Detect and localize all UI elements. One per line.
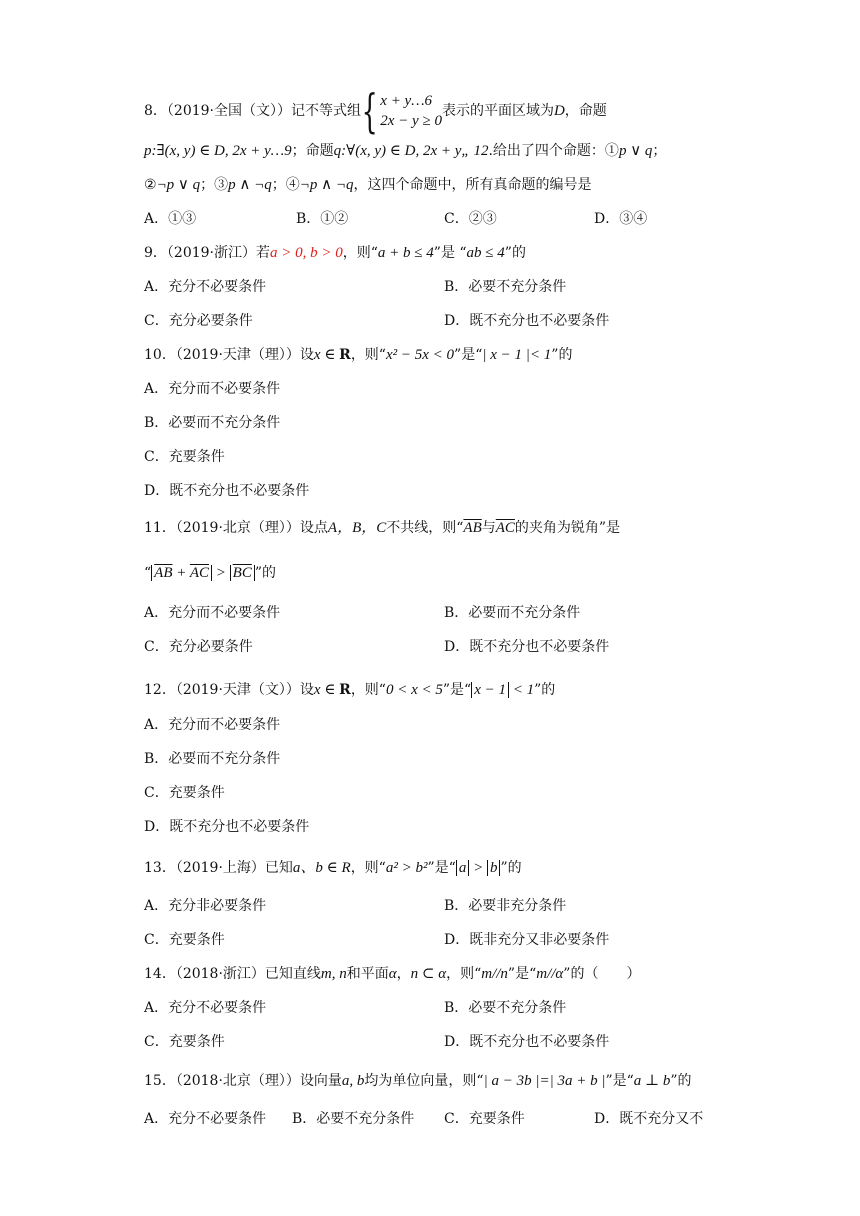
- q8-n3: ；③: [200, 177, 229, 193]
- q8-option-a[interactable]: A．①③: [144, 211, 197, 227]
- q11-text: 不共线，则“: [386, 520, 464, 536]
- q10-stem: [144, 345, 572, 365]
- q9-text2: ”是 “: [433, 245, 467, 261]
- q11-option-b[interactable]: B．必要而不充分条件: [444, 605, 581, 621]
- q8-line1: [144, 84, 607, 138]
- q8-option-b[interactable]: B．①②: [296, 211, 349, 227]
- q8-n2: ②: [144, 177, 157, 193]
- q8-ineq1: x + y…6: [380, 93, 433, 109]
- q9-condition: a > 0, b > 0: [270, 245, 343, 261]
- q14-option-b[interactable]: B．必要不充分条件: [444, 1000, 567, 1016]
- q15-option-a[interactable]: A．充分不必要条件: [144, 1111, 267, 1127]
- q12-text2: ”是“: [442, 682, 472, 698]
- q8-prop4: ¬p ∧ ¬q: [299, 177, 354, 193]
- q13-stem: [144, 858, 522, 878]
- q11-vector-ab-2: $\overline{AB}$: [154, 565, 173, 581]
- q15-option-b[interactable]: B．必要不充分条件: [292, 1111, 415, 1127]
- q11-option-c[interactable]: C．充分必要条件: [144, 639, 253, 655]
- q13-option-a[interactable]: A．充分非必要条件: [144, 898, 267, 914]
- q12-R: R: [339, 682, 351, 698]
- q9-expr1: a + b ≤ 4: [377, 245, 434, 261]
- q11-abs-bc: [230, 565, 255, 581]
- q12-end: ”的: [534, 682, 556, 698]
- q13-text: ，则“: [350, 860, 386, 876]
- q11-vector-ab: $\overline{AB}$: [463, 520, 482, 536]
- q11-points: A，B，C: [327, 520, 387, 536]
- q8-prop3: p ∧ ¬q: [228, 177, 272, 193]
- q10-end: ”的: [551, 347, 573, 363]
- q11-vector-ac-2: $\overline{AC}$: [189, 565, 210, 581]
- q11-intro: 11．（2019·北京（理））设点: [144, 520, 328, 536]
- q10-expr1: x² − 5x < 0: [385, 347, 455, 363]
- q11-end: ”的: [254, 565, 276, 581]
- q10-option-b[interactable]: B．必要而不充分条件: [144, 415, 281, 431]
- q10-text: ，则“: [350, 347, 386, 363]
- q13-gt: >: [469, 860, 487, 876]
- q8-intro: 8．（2019·全国（文））记不等式组: [144, 103, 361, 119]
- q12-option-b[interactable]: B．必要而不充分条件: [144, 751, 281, 767]
- q12-option-d[interactable]: D．既不充分也不必要条件: [144, 819, 310, 835]
- q13-abs-a: a: [456, 860, 470, 876]
- q12-option-c[interactable]: C．充要条件: [144, 785, 225, 801]
- q8-prop-p: :∃(x, y) ∈ D, 2x + y…9: [151, 143, 292, 159]
- q8-brace: {: [361, 84, 378, 138]
- q11-option-d[interactable]: D．既不充分也不必要条件: [444, 639, 610, 655]
- q12-abs-expr: x − 1: [471, 682, 509, 698]
- q8-D: D: [553, 103, 565, 119]
- q11-text2: 与: [481, 520, 496, 536]
- q12-lt: < 1: [509, 682, 535, 698]
- q9-end: ”的: [504, 245, 526, 261]
- q11-option-a[interactable]: A．充分而不必要条件: [144, 605, 281, 621]
- q8-n4: ；④: [271, 177, 300, 193]
- q10-text2: ”是“: [454, 347, 483, 363]
- q8-p: p: [144, 143, 152, 159]
- q14-alpha: α: [388, 966, 397, 982]
- q8-prop-q: :∀(x, y) ∈ D, 2x + y„ 12: [341, 143, 489, 159]
- q8-line2: [144, 141, 666, 161]
- q12-option-a[interactable]: A．充分而不必要条件: [144, 717, 281, 733]
- q11-vector-ac: $\overline{AC}$: [495, 520, 515, 536]
- q12-stem: [144, 680, 555, 700]
- q11-gt: >: [212, 565, 230, 581]
- q10-x: x ∈: [313, 347, 340, 363]
- q8-inequality-system: [380, 91, 442, 131]
- q13-end: ”的: [500, 860, 522, 876]
- q11-text3: 的夹角为锐角”是: [514, 520, 621, 536]
- q13-option-b[interactable]: B．必要非充分条件: [444, 898, 567, 914]
- q8-question: ，这四个命题中，所有真命题的编号是: [353, 177, 592, 193]
- q13-expr1: a² > b²: [385, 860, 428, 876]
- q9-expr2: ab ≤ 4: [466, 245, 505, 261]
- q12-text: ，则“: [350, 682, 386, 698]
- q11-stem-line2: [144, 563, 276, 583]
- q11-abs-sum: [151, 565, 212, 581]
- q8-ineq2: 2x − y ≥ 0: [380, 113, 442, 129]
- q14-option-c[interactable]: C．充要条件: [144, 1034, 225, 1050]
- q13-text2: ”是“: [427, 860, 456, 876]
- q8-text: ；命题: [291, 143, 334, 159]
- q10-option-d[interactable]: D．既不充分也不必要条件: [144, 483, 310, 499]
- q8-prop2: ¬p ∨ q: [156, 177, 201, 193]
- q15-vectors: a, b: [341, 1073, 365, 1089]
- q15-option-d[interactable]: D．既不充分又不: [594, 1111, 704, 1127]
- q15-end: ”的: [670, 1073, 692, 1089]
- q8-line3: [144, 175, 592, 195]
- q14-expr1: m//n: [481, 966, 508, 982]
- q13-vars: a、b ∈ R: [292, 860, 351, 876]
- q14-option-a[interactable]: A．充分不必要条件: [144, 1000, 267, 1016]
- q15-expr1: | a − 3b |=| 3a + b |: [483, 1073, 606, 1089]
- q8-option-c[interactable]: C．②③: [444, 211, 497, 227]
- q9-option-c[interactable]: C．充分必要条件: [144, 313, 253, 329]
- q15-option-c[interactable]: C．充要条件: [444, 1111, 525, 1127]
- q13-intro: 13．（2019·上海）已知: [144, 860, 293, 876]
- q11-vector-bc: $\overline{BC}$: [232, 565, 252, 581]
- q10-option-a[interactable]: A．充分而不必要条件: [144, 381, 281, 397]
- q13-option-d[interactable]: D．既非充分又非必要条件: [444, 932, 610, 948]
- q8-text2: .给出了四个命题：①: [488, 143, 619, 159]
- q13-option-c[interactable]: C．充要条件: [144, 932, 225, 948]
- q14-expr2: m//α: [536, 966, 564, 982]
- q15-text2: ”是“: [605, 1073, 634, 1089]
- q12-intro: 12．（2019·天津（文））设: [144, 682, 314, 698]
- q8-after: 表示的平面区域为: [441, 103, 554, 119]
- q8-prop1: p ∨ q: [618, 143, 653, 159]
- q14-end: ”的（ ）: [563, 966, 641, 982]
- q11-quote: “: [144, 565, 152, 581]
- q12-x: x ∈: [313, 682, 340, 698]
- q14-text: 和平面: [346, 966, 389, 982]
- q14-option-d[interactable]: D．既不充分也不必要条件: [444, 1034, 610, 1050]
- q15-stem: [144, 1071, 692, 1091]
- q10-option-c[interactable]: C．充要条件: [144, 449, 225, 465]
- q8-text3: ；: [652, 143, 667, 159]
- q15-text: 均为单位向量，则“: [364, 1073, 484, 1089]
- q10-intro: 10．（2019·天津（理））设: [144, 347, 314, 363]
- q9-option-a[interactable]: A．充分不必要条件: [144, 279, 267, 295]
- q14-stem: [144, 964, 640, 984]
- q15-expr2: a ⊥ b: [633, 1073, 671, 1089]
- q8-option-d[interactable]: D．③④: [594, 211, 648, 227]
- q9-intro: 9．（2019·浙江）若: [144, 245, 270, 261]
- q9-option-d[interactable]: D．既不充分也不必要条件: [444, 313, 610, 329]
- q9-stem: [144, 243, 526, 263]
- q14-comma: ，: [396, 966, 411, 982]
- q14-intro: 14．（2018·浙江）已知直线: [144, 966, 321, 982]
- q14-subset: n ⊂ α: [410, 966, 447, 982]
- q11-stem-line1: [144, 518, 620, 538]
- q11-plus: +: [172, 565, 190, 581]
- q9-option-b[interactable]: B．必要不充分条件: [444, 279, 567, 295]
- q12-expr1: 0 < x < 5: [385, 682, 443, 698]
- q10-R: R: [339, 347, 351, 363]
- q8-tail: ，命题: [564, 103, 607, 119]
- q8-q: q: [333, 143, 342, 159]
- q15-intro: 15．（2018·北京（理））设向量: [144, 1073, 342, 1089]
- q14-text2: ，则“: [446, 966, 482, 982]
- q9-text: ，则“: [342, 245, 378, 261]
- q10-expr2: | x − 1 |< 1: [482, 347, 552, 363]
- q14-mn: m, n: [320, 966, 347, 982]
- q14-text3: ”是“: [507, 966, 537, 982]
- q13-abs-b: b: [487, 860, 501, 876]
